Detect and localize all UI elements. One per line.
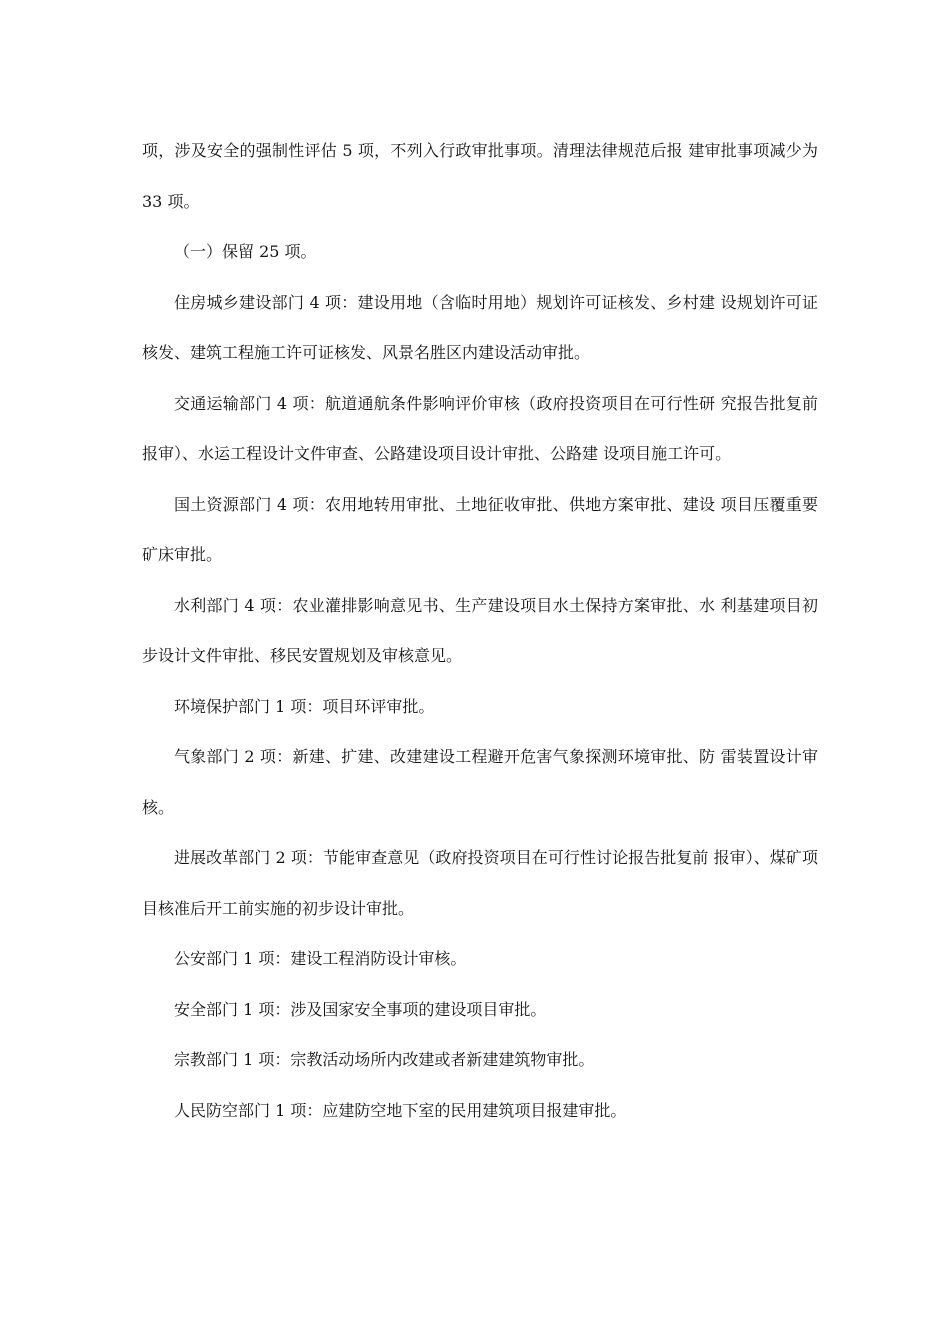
paragraph-continuation: 项，涉及安全的强制性评估 5 项，不列入行政审批事项。清理法律规范后报 建审批事项减少为 33 项。 — [142, 141, 818, 211]
paragraph-development-reform: 进展改革部门 2 项：节能审查意见（政府投资项目在可行性讨论报告批复前 报审）、煤矿项目核准后开工前实施的初步设计审批。 — [142, 848, 818, 918]
paragraph-national-security: 安全部门 1 项：涉及国家安全事项的建设项目审批。 — [174, 999, 547, 1019]
paragraph-housing-construction: 住房城乡建设部门 4 项：建设用地（含临时用地）规划许可证核发、乡村建 设规划许可证核发、建筑工程施工许可证核发、风景名胜区内建设活动审批。 — [142, 292, 818, 362]
paragraph-civil-air-defense: 人民防空部门 1 项：应建防空地下室的民用建筑项目报建审批。 — [174, 1100, 627, 1120]
document-body — [142, 126, 818, 1136]
paragraph-environmental-protection: 环境保护部门 1 项：项目环评审批。 — [174, 696, 435, 716]
paragraph-land-resources: 国土资源部门 4 项：农用地转用审批、土地征收审批、供地方案审批、建设 项目压覆重要矿床审批。 — [142, 494, 818, 564]
section-heading-retained: （一）保留 25 项。 — [174, 242, 317, 261]
paragraph-meteorology: 气象部门 2 项：新建、扩建、改建建设工程避开危害气象探测环境审批、防 雷装置设计审核。 — [142, 747, 818, 817]
paragraph-transportation: 交通运输部门 4 项：航道通航条件影响评价审核（政府投资项目在可行性研 究报告批复前报审）、水运工程设计文件审查、公路建设项目设计审批、公路建 设项目施工许可。 — [142, 393, 818, 463]
paragraph-public-security: 公安部门 1 项：建设工程消防设计审核。 — [174, 949, 467, 968]
paragraph-religion: 宗教部门 1 项：宗教活动场所内改建或者新建建筑物审批。 — [174, 1050, 595, 1069]
paragraph-water-resources: 水利部门 4 项：农业灌排影响意见书、生产建设项目水土保持方案审批、水 利基建项目初步设计文件审批、移民安置规划及审核意见。 — [142, 595, 818, 665]
